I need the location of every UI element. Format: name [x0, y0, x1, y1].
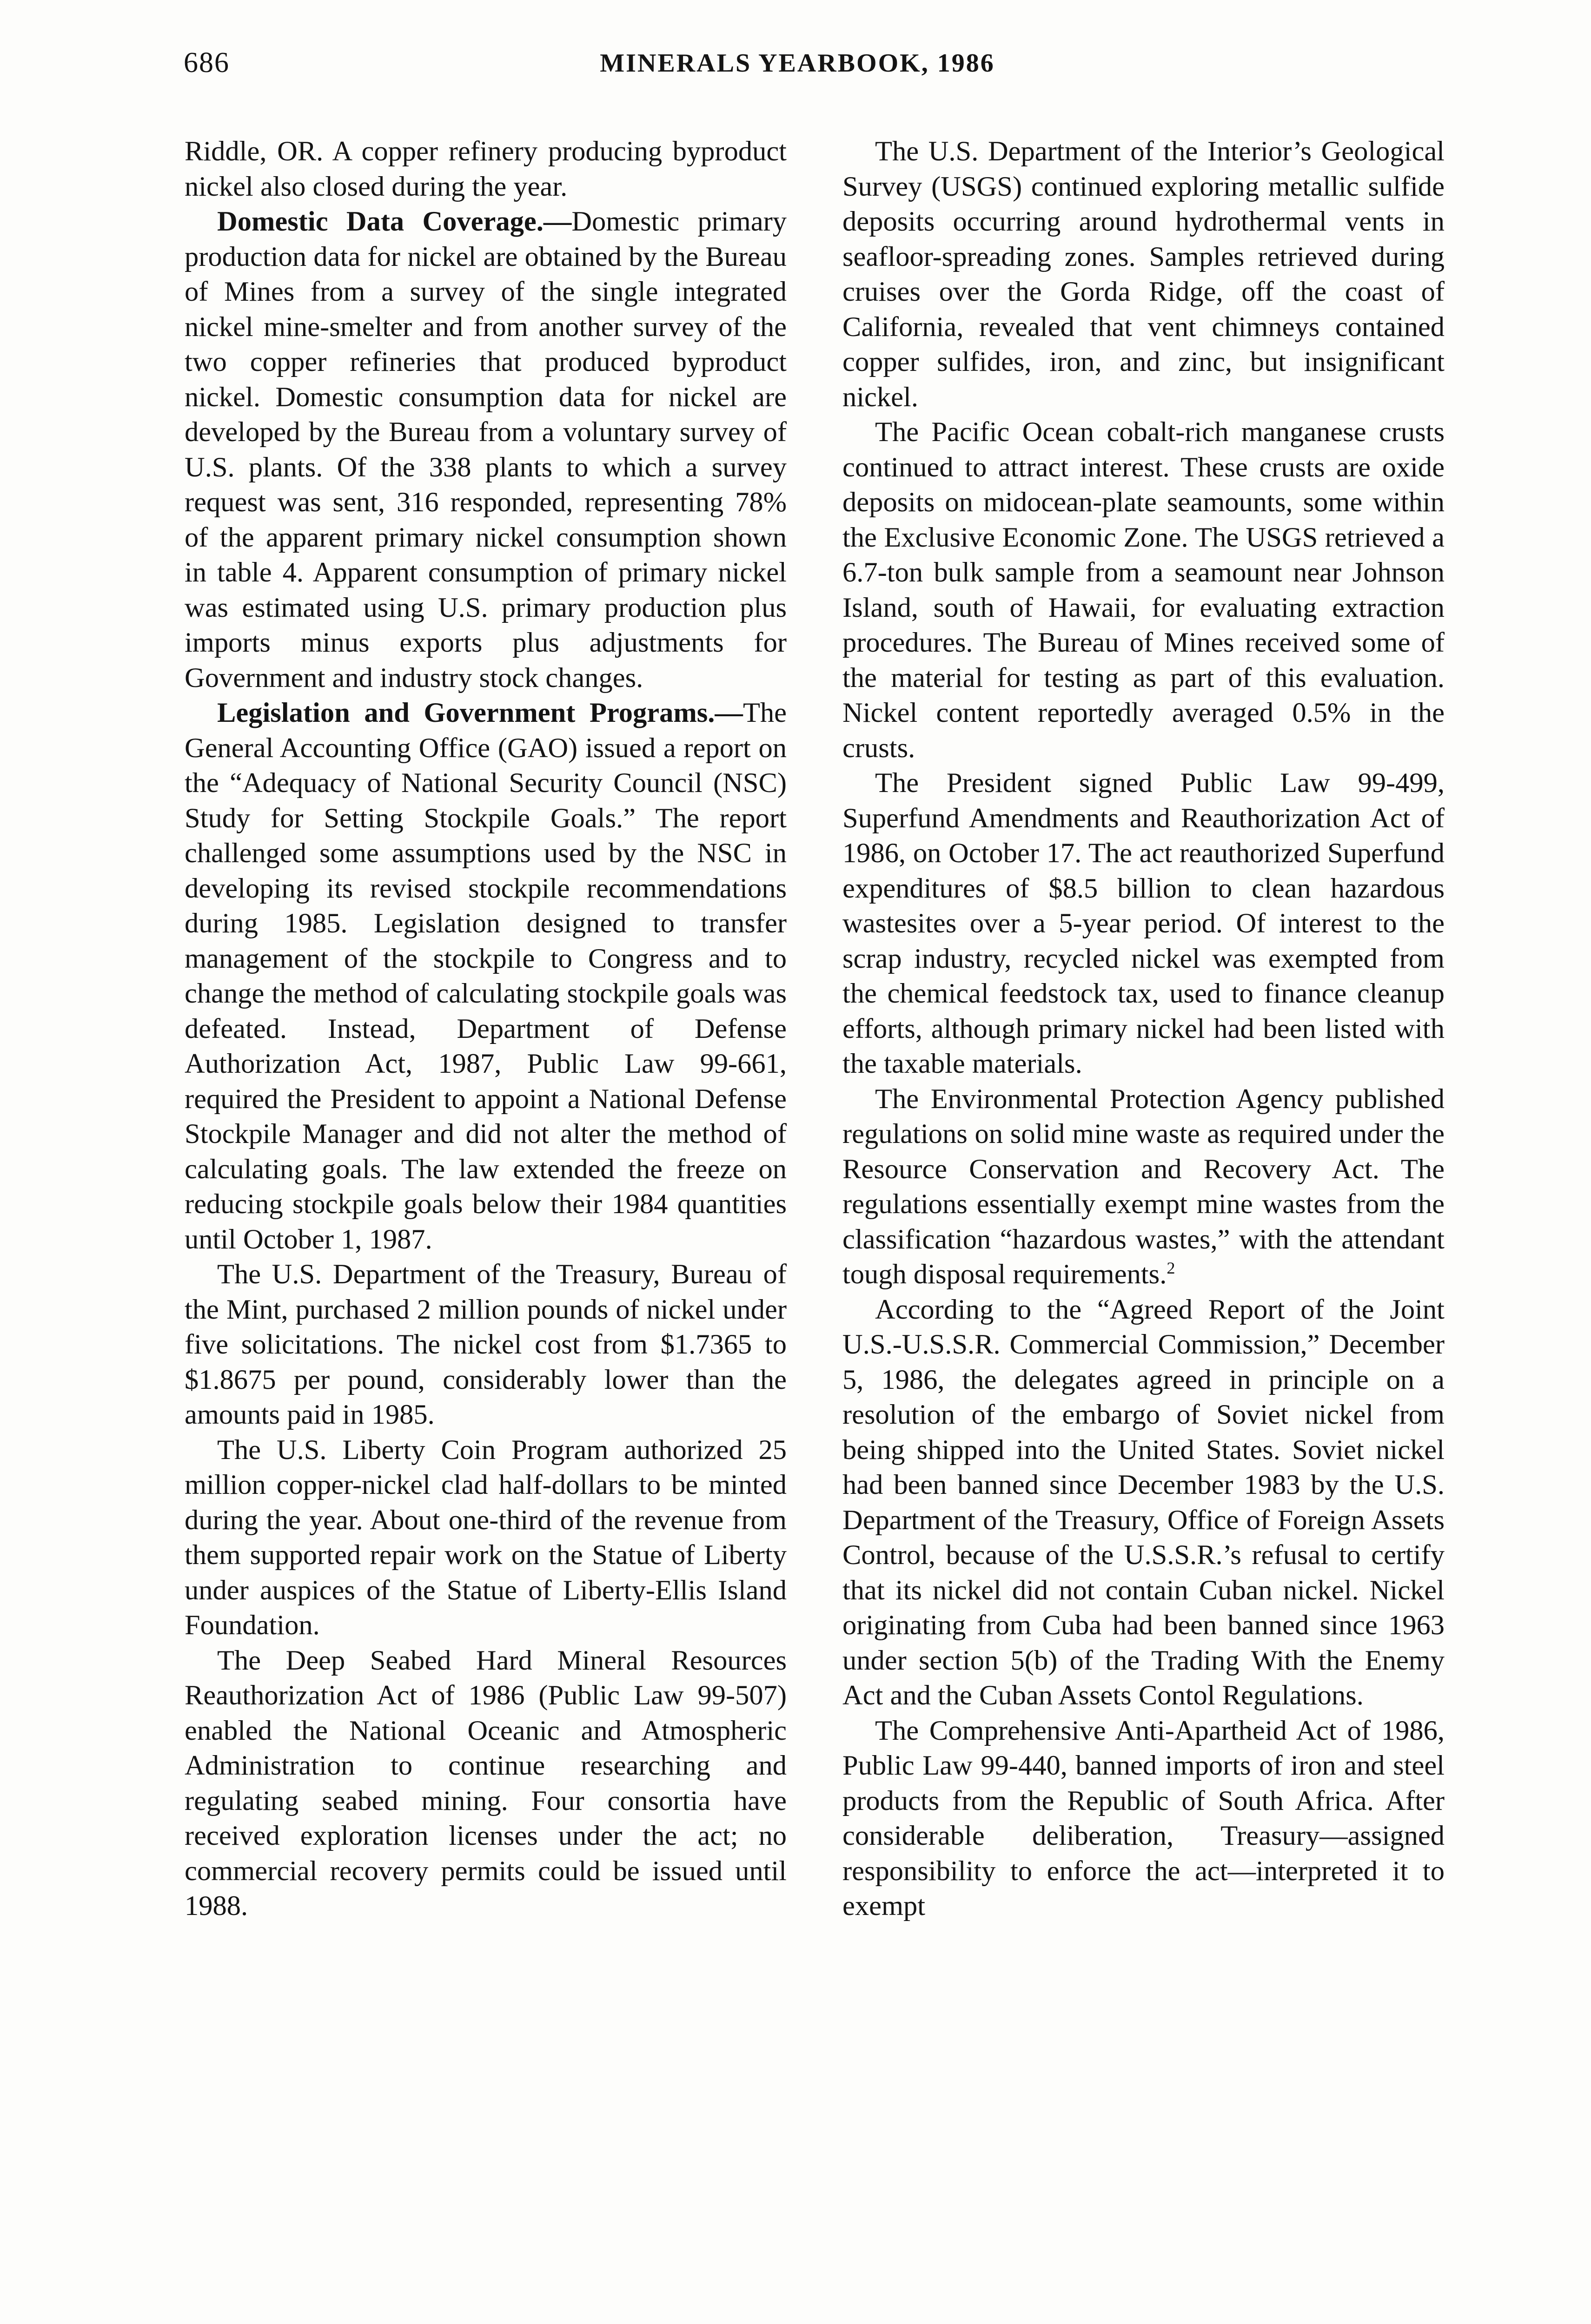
paragraph: Riddle, OR. A copper refinery producing byproduct nickel also closed during the year.: [185, 136, 787, 202]
paragraph: The Comprehensive Anti-Apartheid Act of 1986, Public Law 99-440, banned imports of iron and steel products from the Republic of South Africa. After considerable deliberation, Treasury—assigned responsibility to enforce the act—interpreted it to exempt: [842, 1715, 1445, 1921]
paragraph: [185, 695, 787, 1257]
paragraph: The U.S. Liberty Coin Program authorized 25 million copper-nickel clad half-dollars to be minted during the year. About one-third of the revenue from them supported repair work on the Statue of Liberty under auspices of the Statue of Liberty-Ellis Island Foundation.: [185, 1434, 787, 1641]
paragraph: The Deep Seabed Hard Mineral Resources Reauthorization Act of 1986 (Public Law 99-507) enabled the National Oceanic and Atmospheric Administration to continue researching and regulating seabed mining. Four consortia have received exploration licenses under the act; no commercial recovery permits could be issued until 1988.: [185, 1644, 787, 1921]
paragraph-text: The General Accounting Office (GAO) issued a report on the “Adequacy of National Security Council (NSC) Study for Setting Stockpile Goals.” The report challenged some assumptions used by the NSC in developing its revised stockpile recommendations during 1985. Legislation designed to transfer management of the stockpile to Congress and to change the method of calculating stockpile goals was defeated. Instead, Department of Defense Authorization Act, 1987, Public Law 99-661, required the President to appoint a National Defense Stockpile Manager and did not alter the method of calculating goals. The law extended the freeze on reducing stockpile goals below their 1984 quantities until October 1, 1987.: [185, 697, 787, 1255]
paragraph: The U.S. Department of the Interior’s Geological Survey (USGS) continued exploring metallic sulfide deposits occurring around hydrothermal vents in seafloor-spreading zones. Samples retrieved during cruises over the Gorda Ridge, off the coast of California, revealed that vent chimneys contained copper sulfides, iron, and zinc, but insignificant nickel.: [842, 136, 1445, 413]
section-heading: Legislation and Government Programs.—: [217, 697, 743, 728]
paragraph: The Pacific Ocean cobalt-rich manganese crusts continued to attract interest. These crusts are oxide deposits on midocean-plate seamounts, some within the Exclusive Economic Zone. The USGS retrieved a 6.7-ton bulk sample from a seamount near Johnson Island, south of Hawaii, for evaluating extraction procedures. The Bureau of Mines received some of the material for testing as part of this evaluation. Nickel content reportedly averaged 0.5% in the crusts.: [842, 416, 1445, 764]
left-column: [185, 134, 787, 1924]
section-heading: Domestic Data Coverage.—: [217, 206, 572, 237]
paragraph-text: The Environmental Protection Agency published regulations on solid mine waste as required under the Resource Conservation and Recovery Act. The regulations essentially exempt mine wastes from the classification “hazardous wastes,” with the attendant tough disposal requirements.: [842, 1083, 1445, 1290]
footnote-reference: 2: [1167, 1258, 1175, 1277]
paragraph: [185, 204, 787, 695]
right-column: [842, 134, 1445, 1924]
paragraph: The President signed Public Law 99-499, Superfund Amendments and Reauthorization Act of 1986, on October 17. The act reauthorized Superfund expenditures of $8.5 billion to clean hazardous wastesites over a 5-year period. Of interest to the scrap industry, recycled nickel was exempted from the chemical feedstock tax, used to finance cleanup efforts, although primary nickel had been listed with the taxable materials.: [842, 767, 1445, 1079]
page-header: [184, 46, 1411, 88]
paragraph: According to the “Agreed Report of the Joint U.S.-U.S.S.R. Commercial Commission,” December 5, 1986, the delegates agreed in principle on a resolution of the embargo of Soviet nickel from being shipped into the United States. Soviet nickel had been banned since December 1983 by the U.S. Department of the Treasury, Office of Foreign Assets Control, because of the U.S.S.R.’s refusal to certify that its nickel did not contain Cuban nickel. Nickel originating from Cuba had been banned since 1963 under section 5(b) of the Trading With the Enemy Act and the Cuban Assets Contol Regulations.: [842, 1294, 1445, 1711]
paragraph: The U.S. Department of the Treasury, Bureau of the Mint, purchased 2 million pounds of nickel under five solicitations. The nickel cost from $1.7365 to $1.8675 per pound, considerably lower than the amounts paid in 1985.: [185, 1259, 787, 1430]
paragraph-text: Domestic primary production data for nickel are obtained by the Bureau of Mines from a survey of the single integrated nickel mine-smelter and from another survey of the two copper refineries that produced byproduct nickel. Domestic consumption data for nickel are developed by the Bureau from a voluntary survey of U.S. plants. Of the 338 plants to which a survey request was sent, 316 responded, representing 78% of the apparent primary nickel consumption shown in table 4. Apparent consumption of primary nickel was estimated using U.S. primary production plus imports minus exports plus adjustments for Government and industry stock changes.: [185, 206, 787, 693]
paragraph: [842, 1082, 1445, 1292]
page-number: 686: [184, 47, 230, 79]
running-title: MINERALS YEARBOOK, 1986: [600, 49, 995, 78]
